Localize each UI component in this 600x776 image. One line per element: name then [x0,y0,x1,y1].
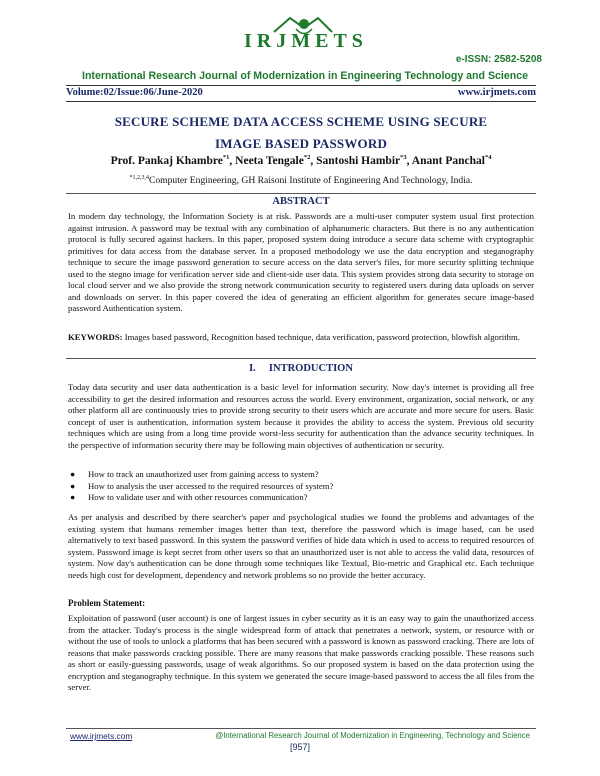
list-item-text: How to validate user and with other resources communication? [88,492,308,502]
page-number: [957] [289,742,311,752]
problem-statement-heading: Problem Statement: [68,598,146,608]
keywords-text: Images based password, Recognition based technique, data verification, password protection, blowfish algorithm. [124,332,520,342]
section-rule [66,193,536,194]
bullet-icon: ● [70,492,76,502]
problem-statement-text: Exploitation of password (user account) is one of largest issues in cyber security as it is an easy way to gain the unauthorized access from the attacker. Today's process is the single widespread form of attack that penetrates a network, system, or resource with or without the use of tools to unlock a platforms that has been secured with a password is known as password cracking. There are lots of reasons that make passwords cracking possible. There are many reasons that make passwords cracking possible. These reasons such as short or easily-guessing passwords, usage of weak algorithms. So our proposed system is based on the data protection using the encryption and steganography technique. In this system we generated the secure image-based password to access the all files from the server. [68,613,534,692]
bullet-icon: ● [70,469,76,479]
paper-title [66,111,536,155]
affiliation-sup: *1,2,3,4 [129,175,149,181]
volume-info: Volume:02/Issue:06/June-2020 [66,87,203,98]
objective-list [70,469,530,504]
intro-paragraph-2: As per analysis and described by there searcher's paper and psychological studies we found the problems and advantages of the existing system that humans remember images better than text, therefore the password which is image based, can be used alternatively to text based password. In this system the password verifies of hide data which is used to access to required resources of system. Password image is kept secret from other users so that an unauthorized user is not able to access the valid data, resources of system. Now day's authentication can be done through some techniques like Textual, Bio-metric and Graphical etc. Each technique needs high cost for development, dependency and network problems so no provide the better accuracy. [68,512,534,580]
affiliation-text: Computer Engineering, GH Raisoni Institute of Engineering And Technology, India. [148,175,473,187]
abstract-heading: ABSTRACT [272,196,330,207]
author-sup: *4 [484,154,492,161]
author-name: Anant Panchal [411,154,485,167]
header-rule-bottom [66,101,536,102]
title-line-2: IMAGE BASED PASSWORD [214,136,388,151]
abstract-text: In modern day technology, the Information Society is at risk. Passwords are a multi-user computer system usual first protection against intrusion. A password may be textual with any combination of alphanumeric characters. But there is no any authentication protocol is fully secured against hackers. In this paper, proposed system doing introduce a secure data scheme with cryptographic primitives for data access from the database server. In a proposed methodology we use the data encryption and steganography technique to secure the image password generation to secure access on the data server's files, for more security splitting technique used to the stegno image for verification server side and client-side user data. This system provides strong data security to storage on local cloud server and we also provide the strong network communication security to registered users during data uploads on server and downloads on server. In this paper covered the idea of generating an efficient algorithm for generates secure image-based password Authentication system. [68,211,534,313]
list-item [70,469,530,481]
issn: e-ISSN: 2582-5208 [455,54,542,65]
list-item-text: How to track an unauthorized user from gaining access to system? [88,469,319,479]
journal-logo [234,14,368,58]
logo-text: IRJMETS [244,30,368,52]
author-sup: *2 [303,154,311,161]
intro-paragraph-1: Today data security and user data authentication is a basic level for information security. Now day's internet is providing all free accessibility to get the desired information and resources across the world. Every environment, organization, social network, or any other platform all are continuously tries to provide strong security to their users which are accurate and more secure for users. Basic concept of user is authentication, information system because it provides the ability to access the system. Previous old security techniques which are using from a long time provide worst-less security for authentication than the advance security techniques. In the perspective of information security there may be following main objectives of authentication or security. [68,382,534,450]
author-name: Neeta Tengale [235,154,304,167]
title-line-1: SECURE SCHEME DATA ACCESS SCHEME USING SECURE [114,114,488,129]
keywords [68,332,534,344]
section-heading [66,363,536,374]
list-item [70,492,530,504]
footer-copyright: @International Research Journal of Modernization in Engineering, Technology and Science [215,731,530,740]
header-rule [66,85,536,86]
list-item [70,481,530,493]
section-rule [66,358,536,359]
keywords-label: KEYWORDS: [68,332,123,342]
section-number: I. [249,363,256,374]
author-list: Prof. Pankaj Khambre$^{*1}$, Neeta Tengale$^{*2}$, Santoshi Hambir$^{*3}$, Anant Panchal$^{*4}$ [110,154,492,167]
author-sup: *3 [400,154,407,161]
section-title: INTRODUCTION [268,363,353,374]
footer-website-link[interactable]: www.irjmets.com [70,731,133,741]
header-website-link[interactable]: www.irjmets.com [457,87,536,98]
author-name: Santoshi Hambir [316,154,401,167]
affiliation [66,175,536,186]
author-name: Prof. Pankaj Khambre [110,154,223,167]
bullet-icon: ● [70,480,76,491]
footer-rule [66,728,536,729]
list-item-text: How to analysis the user accessed to the required resources of system? [88,480,334,491]
journal-name: International Research Journal of Modernization in Engineering Technology and Science [82,70,528,82]
author-sup: *1 [222,154,230,161]
